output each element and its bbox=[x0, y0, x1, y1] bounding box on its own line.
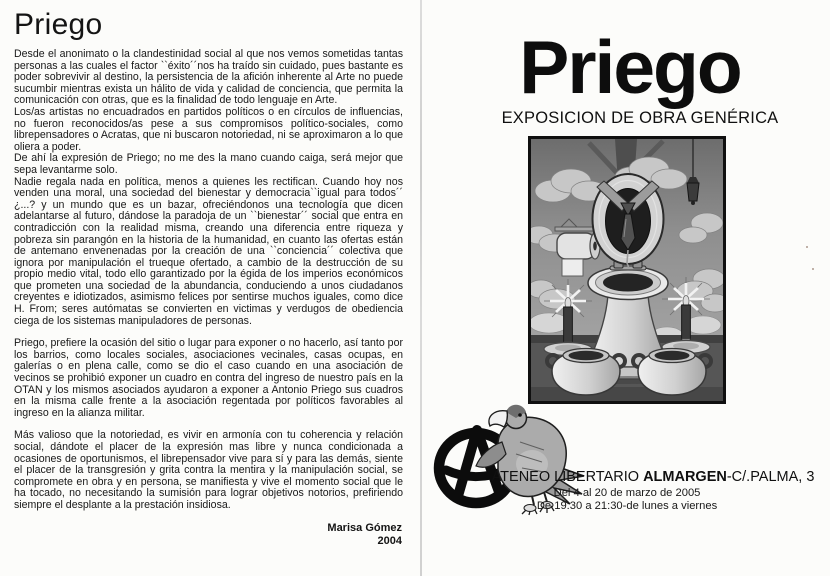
cover-subtitle: EXPOSICION DE OBRA GENÉRICA bbox=[501, 109, 779, 127]
venue-line bbox=[486, 469, 820, 485]
dates-block bbox=[430, 487, 824, 513]
signature-block bbox=[14, 522, 402, 547]
paragraph-2: Los/as artistas no encuadrados en partidos políticos o en círculos de influencias, no fueron reconocidos/as pese a sus compromisos político-sociales, como librepensadores o Acratas, que ni buscaron notoriedad, ni se aproximaron a lo que oliera a poder. bbox=[14, 105, 403, 153]
venue-prefix: ATENEO LIBERTARIO bbox=[491, 469, 644, 485]
signature-name: Marisa Gómez bbox=[327, 522, 402, 534]
page-fold-line bbox=[420, 0, 422, 576]
paragraph-5: Priego, prefiere la ocasión del sitio o lugar para exponer o no hacerlo, así tanto por los barrios, como locales sociales, asociaciones vecinales, casas ocupas, en galerías o en plena calle, como se dio el caso cuando en una asociación de vecinos se prohibió exponer un cuadro en contra del ingreso de nuestro país en la OTAN y los mismos asociados ayudaron a exponer a Antonio Priego sus cuadros en la misma calle frente a la asociación regentada por políticos favorables al ingreso en la alianza militar. bbox=[14, 337, 403, 419]
cover-title: Priego bbox=[519, 25, 741, 109]
time-line: De 19:30 a 21:30-de lunes a viernes bbox=[536, 500, 718, 512]
date-line: Del 4 al 20 de marzo de 2005 bbox=[553, 487, 701, 499]
toilet-necktie-illustration-icon bbox=[531, 139, 723, 401]
signature-year: 2004 bbox=[377, 534, 402, 547]
venue-suffix: -C/.PALMA, 3 bbox=[726, 469, 815, 485]
paragraph-4: Nadie regala nada en política, menos a quienes les rectifican. Cuando hoy nos venden una moral, una sociedad del bienestar y democracia``igual para todos´´ ¿...? y un mundo que es un bazar, ofreciéndonos una tecnología que dicen adelantarse al futuro, dándose la paradoja de un ``bienestar´´ social que entra en contradicción con la realidad misma, creando una diferencia entre riqueza y pobreza sin parangón en la historia de la humanidad, en cuanto las ofertas están de antemano envenenadas por la creación de una ``conciencia´´ colectiva que ignora por manipulación el trueque ofertado, a cambio de la destrucción de su propio medio vital, todo ello garantizado por la égida de los imperios económicos que prometen una sociedad de la abundancia, conduciendo a unos ciudadanos creyentes e idiotizados, asimismo felices por sentirse muchos iguales, como dice H. From; seres autómatas se convierten en victimas y verdugos de obediencia ciega de los sistemas manipuladores de personas. bbox=[14, 175, 403, 327]
paragraph-6: Más valioso que la notoriedad, es vivir en armonía con tu coherencia y relación social, dándote el placer de la expresión mas libre y nunca condicionada a ocasiones de oportunismos, el librepensador vive para sí y para las demás, siente el placer de la transgresión y grita contra la mentira y la manipulación social, se compromete en obra y en persona, se manifiesta y vive el momento social que le ha tocado, no necesitando la sumisión para lograr objetivos notorios, prefiriendo siempre el desplante a la prestación insidiosa. bbox=[14, 429, 403, 511]
essay-title: Priego bbox=[14, 8, 103, 41]
paragraph-1: Desde el anonimato o la clandestinidad social al que nos vemos sometidas tantas personas a las cuales el factor ``éxito´´nos ha traído sin cuidado, pues bastante es poder sobrevivir al destino, la persistencia de la afición inherente al Arte no puede sucumbir mientras exista un hálito de vida y calidad de conciencia, que permita la comunicación con otras, que es la finalidad de todo lenguaje en Arte. bbox=[14, 48, 403, 107]
left-page bbox=[14, 8, 403, 512]
artwork-frame bbox=[528, 136, 726, 404]
venue-name: ALMARGEN bbox=[643, 469, 727, 485]
essay-body bbox=[14, 49, 403, 512]
scan-speck bbox=[812, 268, 814, 270]
scan-speck bbox=[806, 246, 808, 248]
paragraph-3: De ahí la expresión de Priego; no me des la mano cuando caiga, será mejor que sepa levantarme solo. bbox=[14, 152, 403, 176]
